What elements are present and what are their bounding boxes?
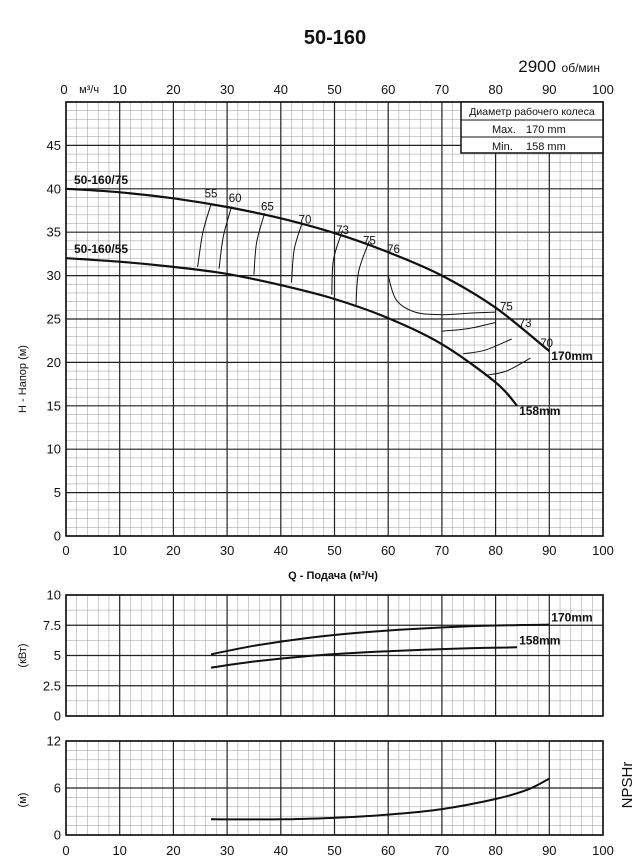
x-tick-label: 0 — [62, 843, 70, 858]
impeller-min-label: Min. — [492, 141, 513, 153]
y-axis-label: H - Напор (м) — [17, 345, 29, 413]
y-tick-label: 45 — [46, 137, 61, 153]
power-curve-158mm — [211, 647, 517, 667]
x-tick-label: 20 — [166, 843, 181, 858]
x-tick-label: 50 — [327, 543, 342, 558]
efficiency-contour-75 — [442, 323, 496, 332]
y-axis-label: (м) — [17, 792, 29, 808]
impeller-max-value: 170 mm — [526, 124, 566, 136]
y-tick-label: 12 — [46, 733, 61, 749]
y-tick-label: 25 — [46, 311, 61, 327]
y-tick-label: 15 — [46, 398, 61, 414]
x-top-tick-label: 80 — [488, 82, 503, 97]
npshr-side-label: NPSHr — [619, 761, 636, 809]
x-top-tick-label: 20 — [166, 82, 181, 97]
impeller-min-value: 158 mm — [526, 141, 566, 153]
x-top-tick-label: 30 — [219, 82, 235, 97]
x-tick-label: 20 — [166, 543, 181, 558]
y-tick-label: 7.5 — [42, 617, 61, 633]
npsh-curve — [211, 779, 549, 820]
efficiency-label: 73 — [518, 317, 532, 330]
impeller-legend-box — [461, 102, 603, 153]
x-tick-label: 30 — [219, 843, 235, 858]
x-tick-label: 60 — [380, 843, 396, 858]
efficiency-label: 55 — [204, 188, 218, 201]
x-tick-label: 90 — [542, 843, 557, 858]
curve-end-label: 170mm — [551, 349, 593, 364]
y-axis-label: (кВт) — [17, 643, 29, 668]
efficiency-label: 76 — [387, 244, 400, 257]
y-tick-label: 6 — [53, 780, 61, 796]
efficiency-label: 65 — [260, 201, 274, 214]
x-tick-label: 70 — [434, 543, 450, 558]
efficiency-label: 60 — [228, 192, 242, 205]
x-tick-label: 90 — [542, 543, 557, 558]
x-top-tick-label: 70 — [434, 82, 450, 97]
y-tick-label: 10 — [46, 587, 61, 603]
efficiency-contour-73 — [332, 231, 343, 295]
y-tick-label: 10 — [46, 441, 61, 457]
x-tick-label: 40 — [273, 543, 289, 558]
x-top-tick-label: 100 — [592, 82, 614, 97]
power-curve-170mm — [211, 625, 549, 655]
x-top-tick-label: 50 — [327, 82, 342, 97]
efficiency-contour-73 — [463, 339, 511, 354]
x-axis-label: Q - Подача (м³/ч) — [288, 570, 378, 582]
x-tick-label: 60 — [380, 543, 396, 558]
y-tick-label: 30 — [46, 268, 61, 284]
impeller-legend-title: Диаметр рабочего колеса — [469, 106, 595, 118]
efficiency-contour-60 — [219, 207, 231, 269]
curve-end-label: 158mm — [519, 403, 561, 418]
x-tick-label: 0 — [62, 543, 70, 558]
x-top-tick-label: 10 — [112, 82, 127, 97]
curve-start-label: 50-160/55 — [74, 242, 129, 257]
y-tick-label: 0 — [53, 528, 61, 544]
x-top-unit-label: м³/ч — [79, 84, 100, 96]
y-tick-label: 5 — [53, 648, 61, 663]
speed-label — [518, 57, 600, 76]
efficiency-label: 70 — [298, 214, 312, 227]
x-tick-label: 80 — [488, 543, 503, 558]
chart-title: 50-160 — [303, 27, 367, 49]
y-tick-label: 2.5 — [42, 678, 61, 694]
impeller-max-label: Max. — [492, 124, 516, 136]
x-tick-label: 10 — [112, 543, 127, 558]
efficiency-contour-70 — [485, 358, 531, 375]
efficiency-label: 75 — [499, 301, 513, 314]
power-curve-label: 158mm — [519, 633, 561, 648]
efficiency-label: 73 — [336, 224, 349, 237]
head-panel — [17, 82, 614, 582]
x-tick-label: 100 — [592, 543, 614, 558]
y-tick-label: 5 — [53, 485, 61, 501]
x-top-tick-label: 90 — [542, 82, 557, 97]
power-curve-label: 170mm — [551, 610, 593, 625]
power-panel — [17, 588, 603, 724]
y-tick-label: 35 — [46, 224, 61, 240]
x-tick-label: 50 — [327, 843, 342, 858]
x-tick-label: 40 — [273, 843, 289, 858]
x-top-tick-label: 0 — [60, 82, 68, 97]
x-top-tick-label: 40 — [273, 82, 289, 97]
x-tick-label: 30 — [219, 543, 235, 558]
efficiency-contour-55 — [198, 204, 211, 267]
x-tick-label: 100 — [592, 843, 614, 858]
curve-start-label: 50-160/75 — [74, 172, 129, 187]
x-tick-label: 80 — [488, 843, 503, 858]
y-tick-label: 20 — [46, 354, 61, 370]
x-tick-label: 70 — [434, 843, 450, 858]
y-tick-label: 0 — [53, 708, 61, 724]
x-tick-label: 10 — [112, 843, 127, 858]
efficiency-label: 75 — [363, 235, 376, 248]
speed-value: 2900 — [518, 57, 557, 76]
x-top-tick-label: 60 — [380, 82, 396, 97]
y-tick-label: 40 — [46, 181, 61, 197]
y-tick-label: 0 — [53, 827, 61, 843]
npsh-panel — [17, 734, 636, 859]
efficiency-contour-75 — [356, 241, 369, 305]
speed-unit: об/мин — [561, 61, 600, 75]
efficiency-label: 70 — [540, 337, 554, 350]
